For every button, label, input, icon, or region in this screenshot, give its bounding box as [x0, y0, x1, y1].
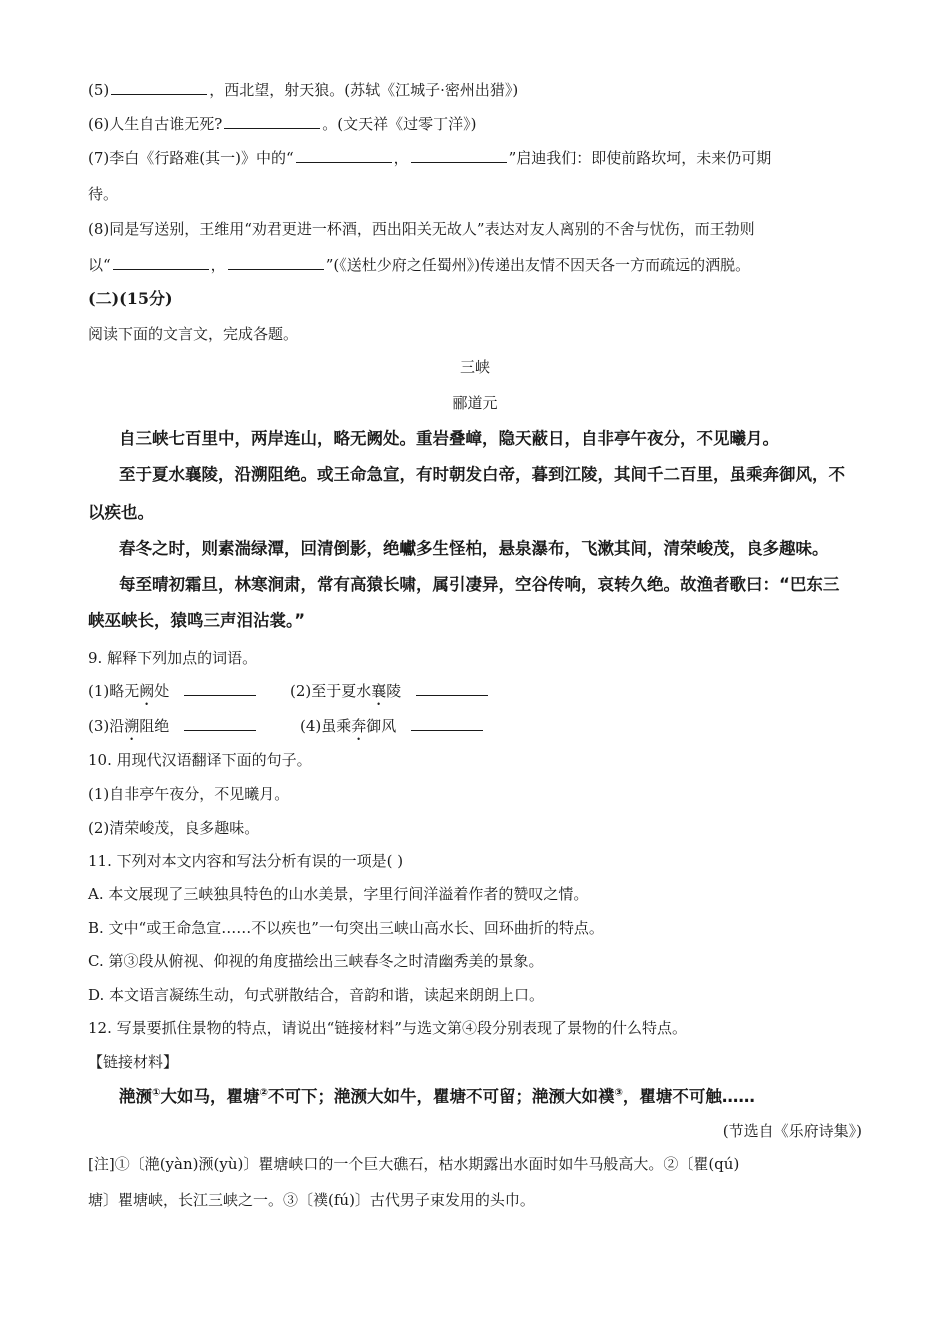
passage-paragraph-1: 自三峡七百里中，两岸连山，略无阙处。重岩叠嶂，隐天蔽日，自非亭午夜分，不见曦月。 — [119, 429, 779, 448]
question-9-3: (3)沿溯阻绝 — [88, 716, 258, 744]
passage-title: 三峡 — [459, 358, 490, 376]
question-8-8: (8)同是写送别，王维用“劝君更进一杯酒，西出阳关无故人”表达对友人离别的不舍与忧伤，而王勃则 — [88, 220, 755, 238]
passage-paragraph-2-cont: 以疾也。 — [88, 503, 154, 522]
question-8-5: (5) ，西北望，射天狼。(苏轼《江城子·密州出猎》) — [88, 81, 519, 99]
question-8-8-cont: 以“ ， ”(《送杜少府之任蜀州》)传递出友情不因天各一方而疏远的洒脱。 — [88, 256, 751, 274]
question-8-7-cont: 待。 — [88, 185, 119, 203]
material-note: [注]①〔滟(yàn)滪(yù)〕瞿塘峡口的一个巨大礁石，枯水期露出水面时如牛马般高大。②〔瞿(qú) — [88, 1155, 740, 1173]
passage-paragraph-4-cont: 峡巫峡长，猿鸣三声泪沾裳。” — [88, 611, 306, 630]
question-9: 9. 解释下列加点的词语。 — [88, 649, 258, 667]
question-8-7: (7)李白《行路难(其一)》中的“ ， ”启迪我们：即使前路坎坷，未来仍可期 — [88, 149, 772, 167]
question-10-2: (2)清荣峻茂，良多趣味。 — [88, 819, 260, 837]
section-instruction: 阅读下面的文言文，完成各题。 — [88, 325, 299, 343]
answer-blank[interactable] — [224, 114, 320, 129]
question-10-1: (1)自非亭午夜分，不见曦月。 — [88, 785, 290, 803]
answer-blank[interactable] — [184, 716, 256, 731]
section-heading: (二)(15分) — [88, 289, 173, 308]
question-8-6: (6)人生自古谁无死? 。(文天祥《过零丁洋》) — [88, 115, 477, 133]
question-9-4: (4)虽乘奔御风 — [300, 716, 485, 744]
option-b[interactable]: B. 文中“或王命急宣……不以疾也”一句突出三峡山高水长、回环曲折的特点。 — [88, 919, 604, 937]
option-a[interactable]: A. 本文展现了三峡独具特色的山水美景，字里行间洋溢着作者的赞叹之情。 — [88, 885, 589, 903]
material-note-cont: 塘〕瞿塘峡，长江三峡之一。③〔襆(fú)〕古代男子束发用的头巾。 — [88, 1191, 535, 1209]
answer-blank[interactable] — [184, 681, 256, 696]
passage-paragraph-3: 春冬之时，则素湍绿潭，回清倒影，绝巘多生怪柏，悬泉瀑布，飞漱其间，清荣峻茂，良多趣味。 — [119, 539, 829, 558]
answer-blank[interactable] — [111, 80, 207, 95]
option-c[interactable]: C. 第③段从俯视、仰视的角度描绘出三峡春冬之时清幽秀美的景象。 — [88, 952, 544, 970]
answer-blank[interactable] — [296, 148, 392, 163]
question-12: 12. 写景要抓住景物的特点，请说出“链接材料”与选文第④段分别表现了景物的什么特点。 — [88, 1019, 687, 1037]
question-9-1: (1)略无阙处 — [88, 681, 258, 709]
passage-author: 郦道元 — [452, 394, 498, 412]
passage-paragraph-4: 每至晴初霜旦，林寒涧肃，常有高猿长啸，属引凄异，空谷传响，哀转久绝。故渔者歌曰：“巴东三 — [119, 575, 840, 594]
material-heading: 【链接材料】 — [88, 1053, 179, 1071]
material-text: 滟滪①大如马，瞿塘②不可下；滟滪大如牛，瞿塘不可留；滟滪大如襆③，瞿塘不可触…… — [119, 1087, 755, 1106]
question-11: 11. 下列对本文内容和写法分析有误的一项是( ) — [88, 852, 404, 870]
passage-paragraph-2: 至于夏水襄陵，沿溯阻绝。或王命急宣，有时朝发白帝，暮到江陵，其间千二百里，虽乘奔御风，不 — [119, 465, 845, 484]
question-9-2: (2)至于夏水襄陵 — [290, 681, 490, 709]
question-10: 10. 用现代汉语翻译下面的句子。 — [88, 751, 312, 769]
answer-blank[interactable] — [228, 255, 324, 270]
answer-blank[interactable] — [411, 148, 507, 163]
answer-blank[interactable] — [113, 255, 209, 270]
answer-blank[interactable] — [411, 716, 483, 731]
option-d[interactable]: D. 本文语言凝练生动，句式骈散结合，音韵和谐，读起来朗朗上口。 — [88, 986, 545, 1004]
material-source: (节选自《乐府诗集》) — [722, 1122, 862, 1140]
answer-blank[interactable] — [416, 681, 488, 696]
